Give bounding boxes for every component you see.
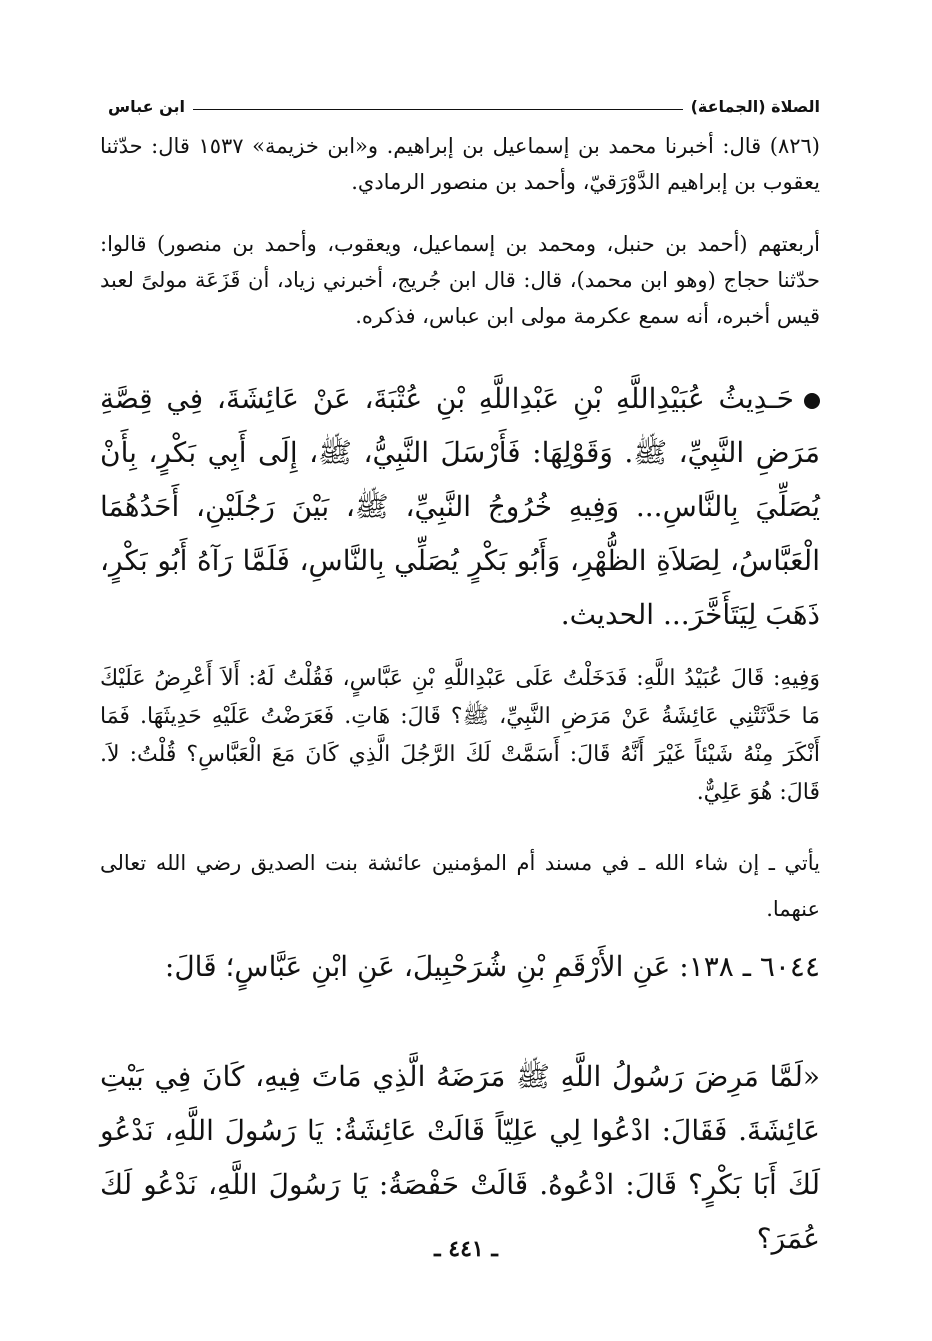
cross-reference-note: يأتي ـ إن شاء الله ـ في مسند أم المؤمنين عائشة بنت الصديق رضي الله تعالى عنهما. bbox=[100, 851, 820, 921]
hadith-dialogue-paragraph: وَفِيهِ: قَالَ عُبَيْدُ اللَّهِ: فَدَخَلْتُ عَلَى عَبْدِاللَّهِ بْنِ عَبَّاسٍ، فَقُلْتُ لَهُ: أَلاَ أَعْرِضُ عَلَيْكَ مَا حَدَّثَتْنِي عَائِشَةُ عَنْ مَرَضِ النَّبِيِّ، ﷺ؟ قَالَ: هَاتِ. فَعَرَضْتُ عَلَيْهِ حَدِيثَهَا. فَمَا أَنْكَرَ مِنْهُ شَيْئاً غَيْرَ أَنَّهُ قَالَ: أَسَمَّتْ لَكَ الرَّجُلَ الَّذِي كَانَ مَعَ الْعَبَّاسِ؟ قُلْتُ: لاَ. قَالَ: هُوَ عَلِيٌّ. bbox=[100, 666, 820, 805]
header-section-title: الصلاة (الجماعة) bbox=[690, 97, 820, 116]
source-paragraph: (٨٢٦) قال: أخبرنا محمد بن إسماعيل بن إبراهيم. و«ابن خزيمة» ١٥٣٧ قال: حدّثنا يعقوب بن إبراهيم الدَّوْرَقيّ، وأحمد بن منصور الرمادي. bbox=[100, 134, 820, 194]
header-companion-name: ابن عباس bbox=[108, 97, 186, 116]
page-number: ـ ٤٤١ ـ bbox=[434, 1236, 498, 1262]
running-header bbox=[108, 86, 820, 116]
hadith-aisha-text: حَـدِيثُ عُبَيْدِاللَّهِ بْنِ عَبْدِاللَّهِ بْنِ عُتْبَةَ، عَنْ عَائِشَةَ، فِي قِصَّةِ مَرَضِ النَّبِيِّ، ﷺ. وَقَوْلِهَا: فَأَرْسَلَ النَّبِيُّ، ﷺ، إِلَى أَبِي بَكْرٍ، بِأَنْ يُصَلِّيَ بِالنَّاسِ... وَفِيهِ خُرُوجُ النَّبِيِّ، ﷺ، بَيْنَ رَجُلَيْنِ، أَحَدُهُمَا الْعَبَّاسُ، لِصَلاَةِ الظُّهْرِ، وَأَبُو بَكْرٍ يُصَلِّي بِالنَّاسِ، فَلَمَّا رَآهُ أَبُو بَكْرٍ، ذَهَبَ لِيَتَأَخَّرَ... الحديث. bbox=[100, 382, 820, 631]
hadith-aisha-block bbox=[100, 372, 820, 642]
header-rule bbox=[193, 109, 683, 110]
chain-paragraph: أربعتهم (أحمد بن حنبل، ومحمد بن إسماعيل، ويعقوب، وأحمد بن منصور) قالوا: حدّثنا حجاج (وهو ابن محمد)، قال: قال ابن جُريج، أخبرني زياد، أن قَزَعَة مولىً لعبد قيس أخبره، أنه سمع عكرمة مولى ابن عباس، فذكره. bbox=[100, 232, 820, 328]
hadith-matn-text: «لَمَّا مَرِضَ رَسُولُ اللَّهِ ﷺ مَرَضَهُ الَّذِي مَاتَ فِيهِ، كَانَ فِي بَيْتِ عَائِشَةَ. فَقَالَ: ادْعُوا لِي عَلِيّاً قَالَتْ عَائِشَةُ: يَا رَسُولَ اللَّهِ، نَدْعُو لَكَ أَبَا بَكْرٍ؟ قَالَ: ادْعُوهُ. قَالَتْ حَفْصَةُ: يَا رَسُولَ اللَّهِ، نَدْعُو لَكَ عُمَرَ؟ bbox=[100, 1060, 821, 1255]
bullet-icon bbox=[804, 393, 820, 409]
hadith-number-heading: ٦٠٤٤ ـ ١٣٨: عَنِ الأَرْقَمِ بْنِ شُرَحْبِيلَ، عَنِ ابْنِ عَبَّاسٍ؛ قَالَ: bbox=[164, 950, 820, 983]
